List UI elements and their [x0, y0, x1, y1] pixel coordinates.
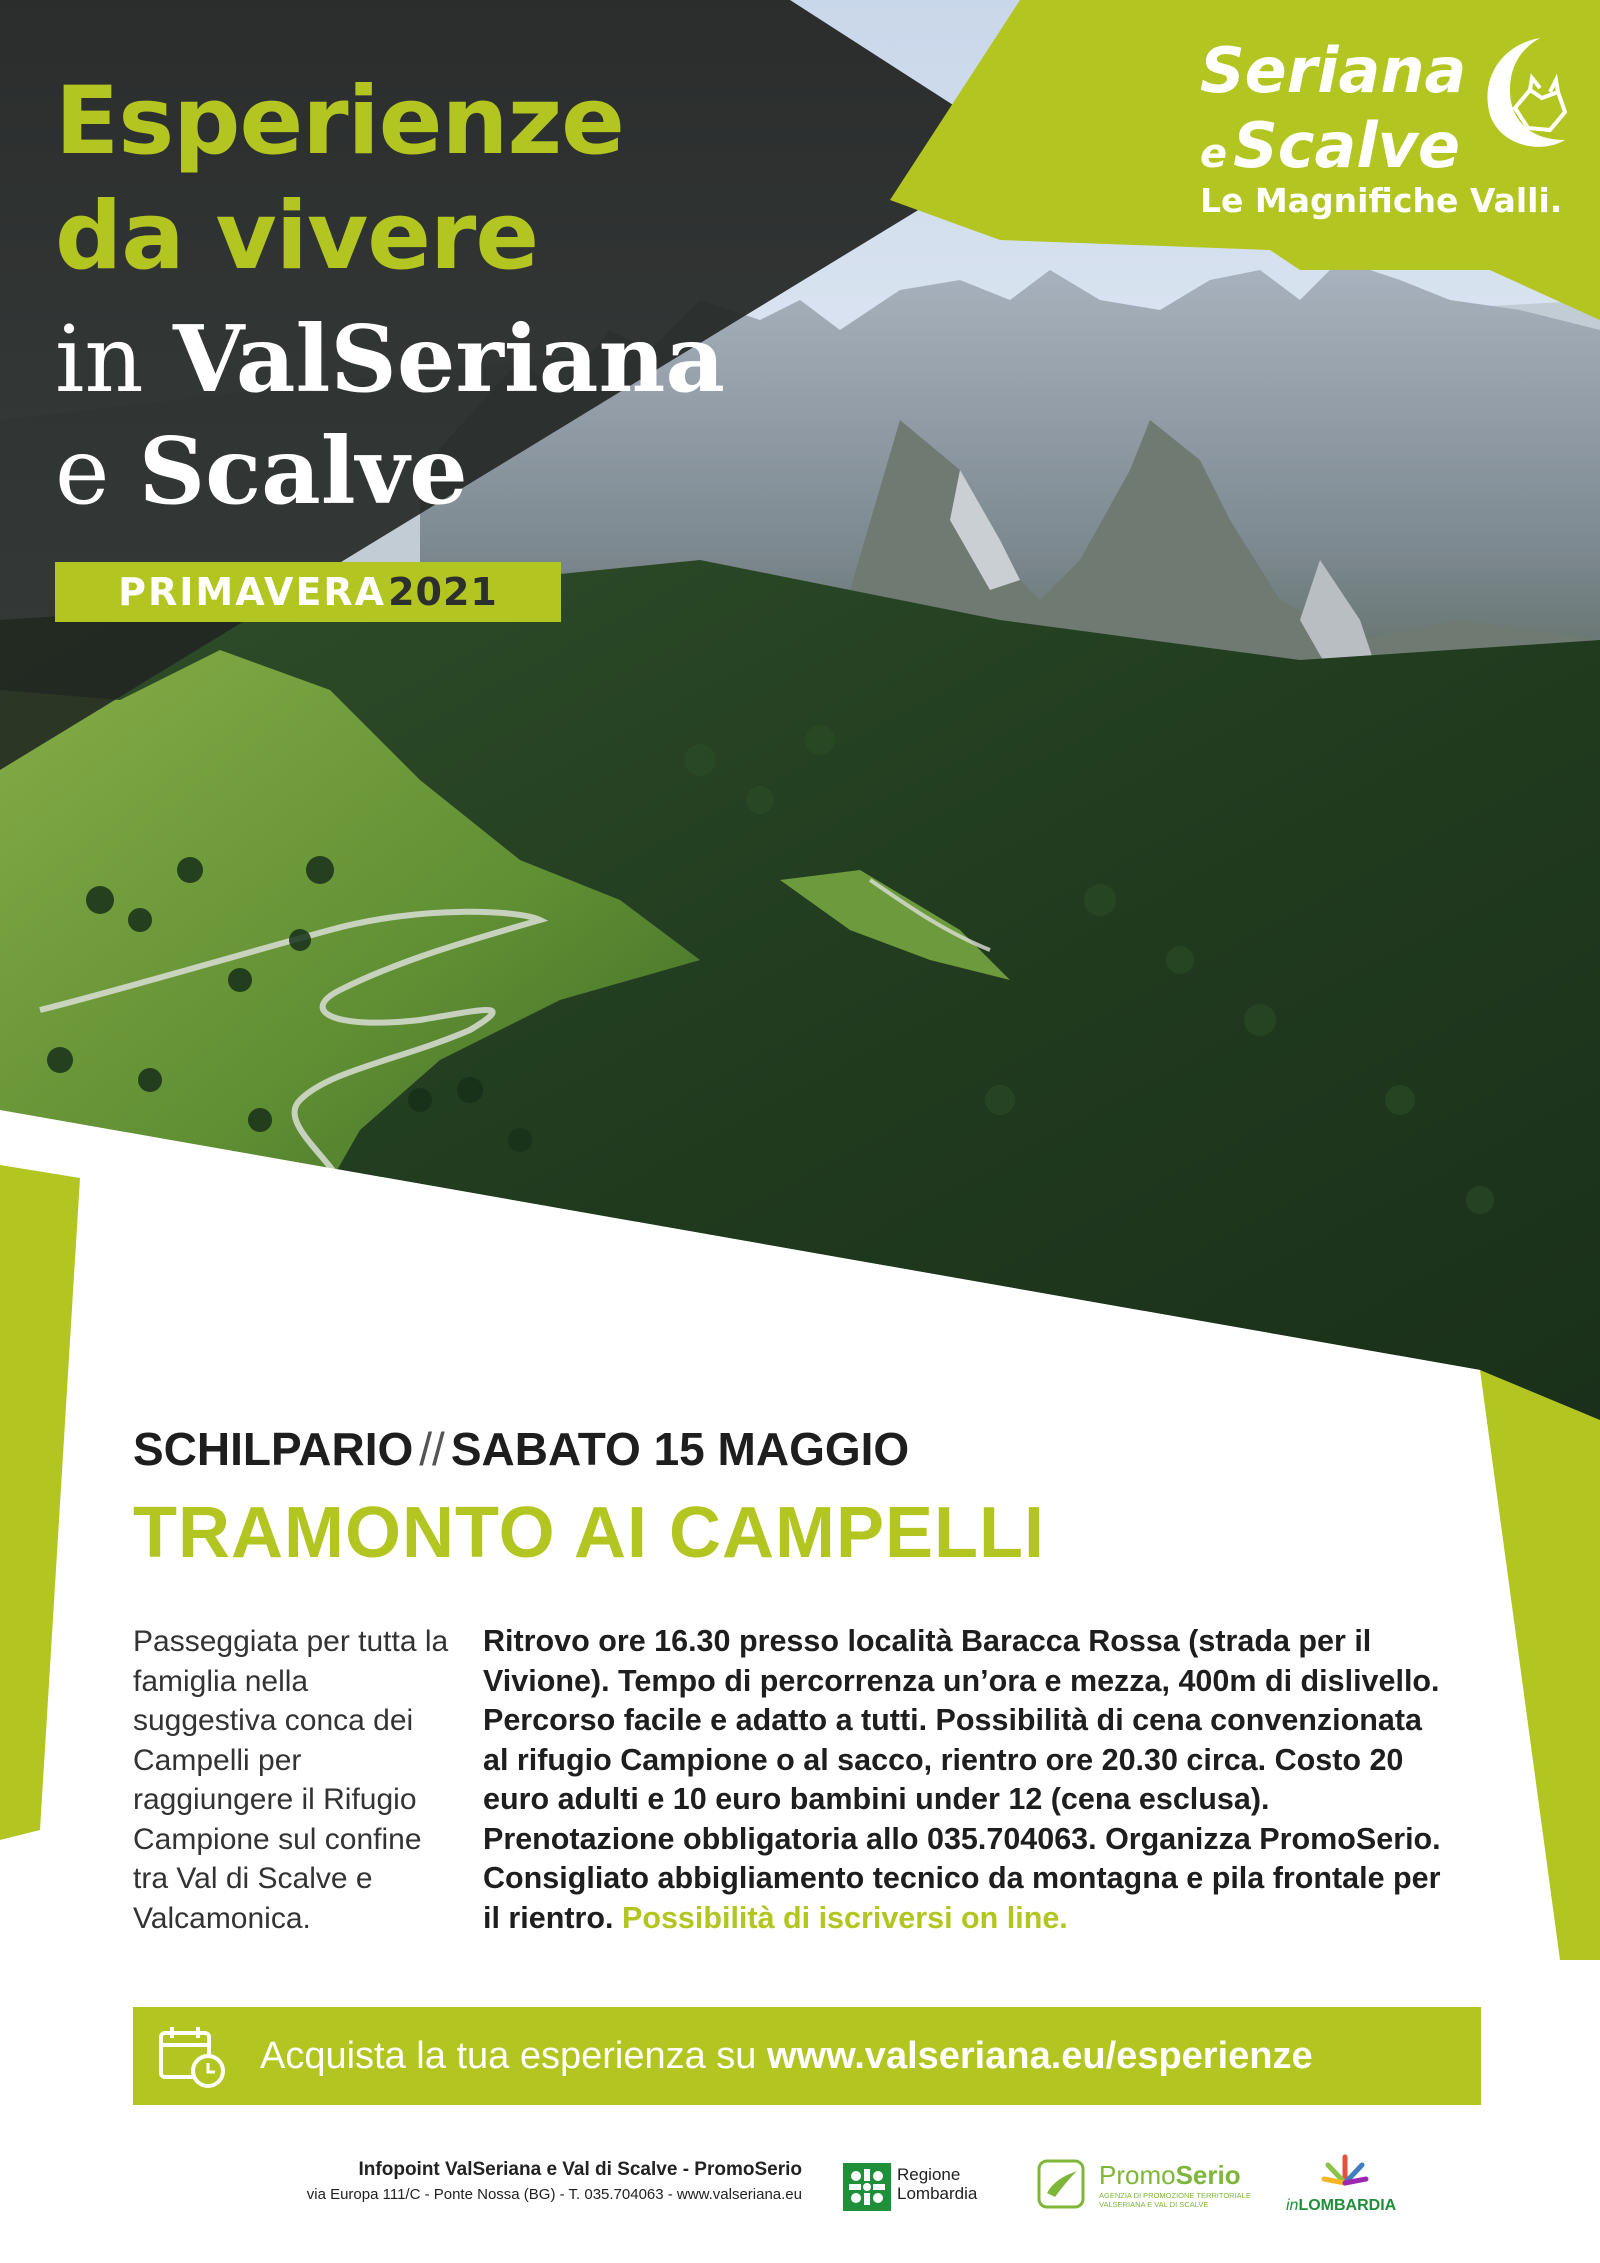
cta-bar[interactable]: [133, 2007, 1481, 2105]
cta-url-link[interactable]: www.valseriana.eu/esperienze: [766, 2035, 1313, 2077]
event-date: SABATO 15 MAGGIO: [450, 1423, 910, 1475]
footer-info: [307, 2157, 802, 2207]
event-intro: Passeggiata per tutta la famiglia nella suggestiva conca dei Campelli per raggiungere il Rifugio Campione sul confine tra Val di Scalve e Valcamonica.: [133, 1625, 449, 1935]
event-separator: //: [419, 1423, 445, 1475]
inlombardia-logo: inLOMBARDIA: [1282, 2153, 1422, 2221]
online-signup-link[interactable]: Possibilità di iscriversi on line.: [621, 1900, 1068, 1935]
infopoint-title: Infopoint ValSeriana e Val di Scalve - PromoSerio: [358, 2159, 802, 2180]
promoserio-icon: [1037, 2159, 1085, 2209]
season-badge: PRIMAVERA 2021: [55, 562, 561, 622]
regione-lombardia-icon: [843, 2163, 891, 2211]
fox-moon-icon: [1470, 30, 1580, 160]
calendar-clock-icon: [158, 2025, 228, 2089]
seriana-scalve-logo: Seriana eScalve Le Magnifiche Valli.: [1190, 30, 1590, 230]
headline-line2: da vivere: [55, 182, 539, 291]
cta-text: Acquista la tua esperienza su www.valseriana.eu/esperienze: [260, 2035, 1313, 2077]
inlombardia-star-icon: [1320, 2153, 1370, 2193]
event-details-text: Ritrovo ore 16.30 presso località Baracca Rossa (strada per il Vivione). Tempo di percorrenza un’ora e mezza, 400m di dislivello. Percorso facile e adatto a tutti. Possibilità di cena convenzionata al rifugio Campione o al sacco, rientro ore 20.30 circa. Costo 20 euro adulti e 10 euro bambini under 12 (cena esclusa). Prenotazione obbligatoria allo 035.704063. Organizza PromoSerio. Consigliato abbigliamento tecnico da montagna e pila frontale per il rientro.: [483, 1624, 1441, 1935]
promoserio-logo: PromoSerio AGENZIA DI PROMOZIONE TERRITORIALE VALSERIANA E VAL DI SCALVE: [1037, 2159, 1257, 2219]
event-location: SCHILPARIO: [133, 1423, 414, 1475]
infopoint-address: via Europa 111/C - Ponte Nossa (BG) - T. 035.704063 - www.valseriana.eu: [306, 2186, 802, 2203]
headline-line1: Esperienze: [55, 67, 624, 176]
headline-line3: in ValSeriana: [55, 305, 725, 413]
regione-lombardia-logo: Regione Lombardia: [843, 2163, 983, 2213]
event-header: [133, 1422, 909, 1476]
headline-line4: e Scalve: [55, 417, 468, 525]
event-title: TRAMONTO AI CAMPELLI: [133, 1493, 1045, 1573]
event-details: [483, 1622, 1443, 1938]
